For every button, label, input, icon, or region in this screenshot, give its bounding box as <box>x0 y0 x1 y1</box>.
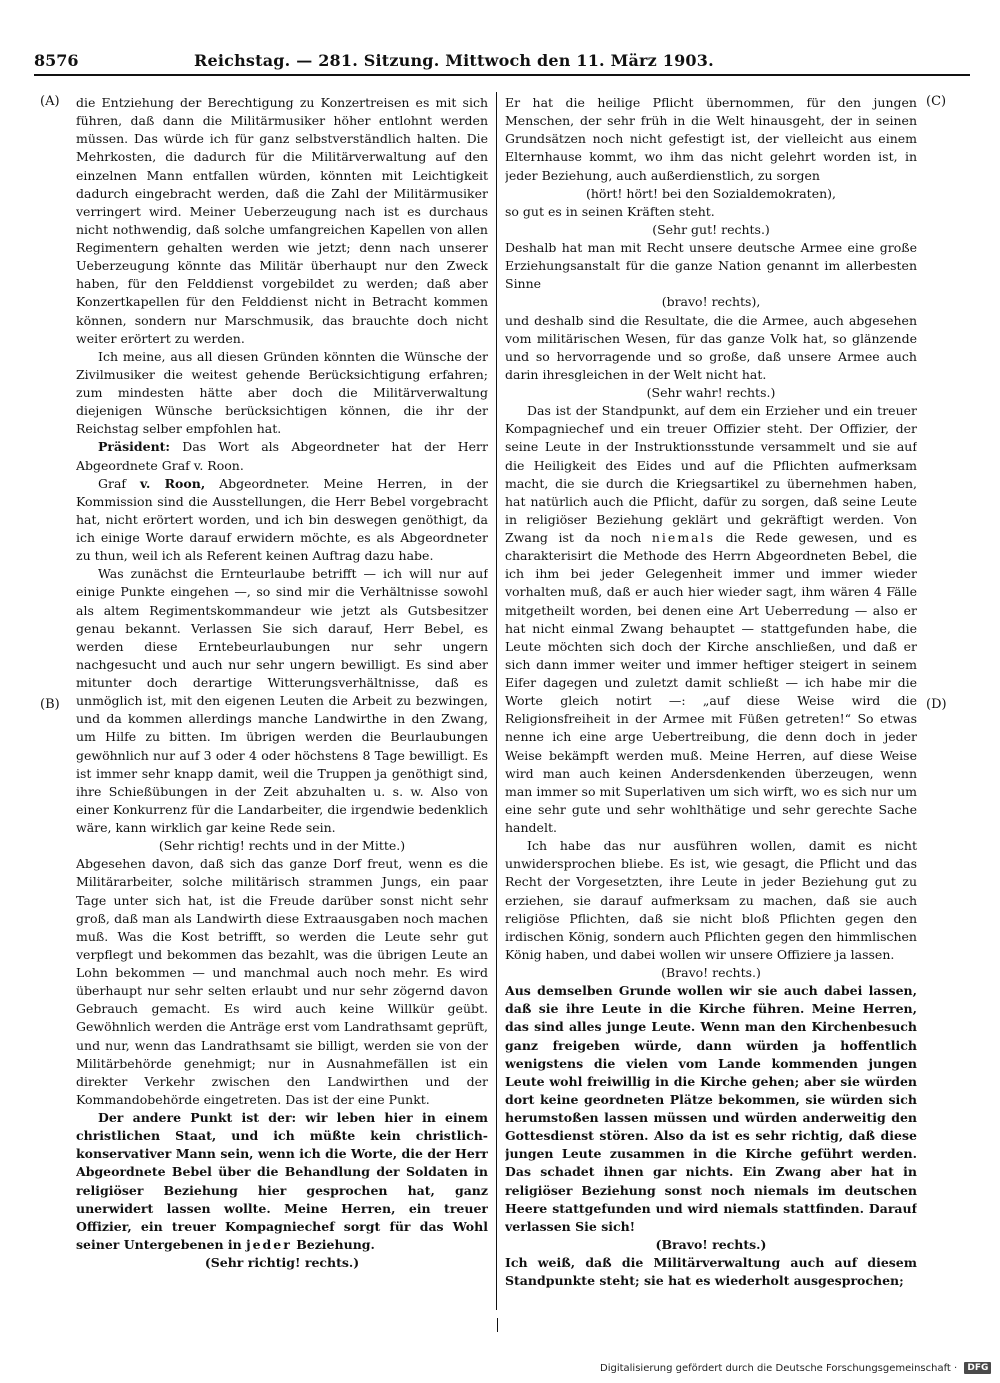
interjection: (Sehr wahr! rechts.) <box>646 385 776 400</box>
interjection: (Sehr gut! rechts.) <box>652 221 770 237</box>
paragraph: Ich meine, aus all diesen Gründen könnten die Wünsche der Zivilmusiker die weitest gehende Berücksichtigung erfahren; zum mindesten hätte aber doch die Militärverwaltung diejenigen Wünsche berücksichtigen können, die ihr der Reichstag selber empfohlen hat. <box>76 348 488 437</box>
paragraph: Ich weiß, daß die Militärverwaltung auch auf diesem Standpunkte steht; sie hat es wiederholt ausgesprochen; <box>505 1255 917 1289</box>
paragraph: Aus demselben Grunde wollen wir sie auch dabei lassen, daß sie ihre Leute in die Kirche führen. Meine Herren, das sind alles junge Leute. Wenn man den Kirchenbesuch ganz freigeben würde, dann würden ja hoffentlich wenigstens die vielen vom Lande kommenden jungen Leute wohl freiwillig in die Kirche gehen; aber sie würden dort keine geordneten Plätze bekommen, sie würden sich herumstoßen lassen müssen und würden anderweitig den Gottesdienst stören. Also da ist es sehr richtig, daß diese jungen Leute zusammen in die Kirche geführt werden. Das schadet ihnen gar nichts. Ein Zwang aber hat in religiöser Beziehung sonst noch niemals im deutschen Heere stattgefunden und wird niemals stattfinden. Darauf verlassen Sie sich! <box>505 983 917 1234</box>
margin-marker-c: (C) <box>926 94 947 109</box>
header-rule <box>34 74 970 76</box>
page-header <box>34 50 964 70</box>
footer-rule <box>497 1318 498 1332</box>
speech-text: Das Wort als Abgeordneter hat der Herr Abgeordnete Graf v. Roon. <box>76 439 488 473</box>
paragraph <box>76 475 488 566</box>
speech-text: Der andere Punkt ist der: wir leben hier in einem christlichen Staat, und ich müßte kein christlich-konservativer Mann sein, wenn ich die Worte, die der Herr Abgeordnete Bebel über die Behandlung der Soldaten in religiöser Beziehung hier gesprochen hat, ganz unerwidert lassen wollte. Meine Herren, ein treuer Offizier, ein treuer Kompagniechef sorgt für das Wohl seiner Untergebenen in <box>76 1110 488 1252</box>
speaker-name: v. Roon, <box>139 475 206 491</box>
interjection: (Bravo! rechts.) <box>661 965 761 980</box>
emphasis: niemals <box>651 530 716 545</box>
margin-marker-b: (B) <box>40 697 60 712</box>
speech-text: Beziehung. <box>291 1236 375 1252</box>
paragraph: Ich habe das nur ausführen wollen, damit es nicht unwidersprochen bliebe. Es ist, wie gesagt, die Pflicht und das Recht der Vorgesetzten, ihre Leute in jeder Beziehung gut zu erziehen, sie darauf aufmerksam zu machen, daß sie auch religiöse Pflichten, daß sie nicht bloß Pflichten gegen den irdischen König, sondern auch Pflichten gegen den himmlischen König haben, und dabei wollen wir unsere Offiziere ja lassen. <box>505 838 917 962</box>
digitization-credit <box>600 1362 989 1378</box>
page-number: 8576 <box>34 50 79 70</box>
paragraph: Abgesehen davon, daß sich das ganze Dorf freut, wenn es die Militärarbeiter, solche militärisch strammen Jungs, ein paar Tage unter sich hat, ist die Freude darüber sonst nicht sehr groß, daß man als Landwirth diese Extraausgaben noch machen muß. Was die Kost betrifft, so werden die Leute sehr gut verpflegt und bekommen das bezahlt, was die übrigen Leute an Lohn bekommen — und manchmal auch noch mehr. Es wird überhaupt nur sehr selten erlaubt und nur sehr zögernd davon Gebrauch gemacht. Es wird auch keine Willkür geübt. Gewöhnlich werden die Anträge erst vom Landrathsamt geprüft, und nur, wenn das Landrathsamt sie billigt, werden sie von der Militärbehörde genehmigt; nur in Ausnahmefällen ist ein direkter Verkehr zwischen den Landwirthen und der Kommandobehörde eingetreten. Das ist der eine Punkt. <box>76 856 488 1107</box>
speech-text: Abgeordneter. Meine Herren, in der Kommission sind die Ausstellungen, die Herr Bebel vorgebracht hat, nicht erörtert worden, und ich bin deswegen genöthigt, da ich einige Worte darauf erwidern möchte, es als Abgeordneter zu thun, weil ich als Referent keinen Auftrag dazu habe. <box>76 475 488 564</box>
column-divider <box>496 92 497 1310</box>
paragraph: Was zunächst die Ernteurlaube betrifft — ich will nur auf einige Punkte eingehen —, so sind mir die Verhältnisse sowohl als altem Regimentskommandeur wie jetzt als Gutsbesitzer genau bekannt. Verlassen Sie sich darauf, Herr Bebel, es werden diese Erntebeurlaubungen nur sehr ungern nachgesucht und auch nur sehr ungern bewilligt. Es sind aber mitunter doch derartige Witterungsverhältnisse, daß es unmöglich ist, mit den eigenen Leuten die Arbeit zu bezwingen, und da kommen allerdings manche Landwirthe in den Zwang, um Hilfe zu bitten. Im übrigen werden die Beurlaubungen gewöhnlich nur auf 3 oder 4 oder höchstens 8 Tage bewilligt. Es ist immer sehr knapp damit, weil die Truppen ja genöthigt sind, ihre Schießübungen in der Zeit abzuhalten u. s. w. Also von einer Konkurrenz für die Landarbeiter, die irgendwie bedenklich wäre, kann wirklich gar keine Rede sein. <box>76 566 488 835</box>
paragraph <box>505 402 917 837</box>
page-title: Reichstag. — 281. Sitzung. Mittwoch den 11. März 1903. <box>194 50 714 70</box>
speech-text: Das ist der Standpunkt, auf dem ein Erzieher und ein treuer Kompagniechef und ein treuer Offizier steht. Der Offizier, der seine Leute in der Instruktionsstunde versammelt und sie auf die Heiligkeit des Eides und auf die Pflichten aufmerksam macht, die sie durch die Kriegsartikel zu übernehmen haben, hat natürlich auch die Pflicht, dafür zu sorgen, daß seine Leute in religiöser Beziehung geklärt und gekräftigt werden. Von Zwang ist da noch <box>505 403 917 545</box>
interjection: (Sehr richtig! rechts und in der Mitte.) <box>158 838 406 854</box>
margin-marker-a: (A) <box>40 94 60 109</box>
paragraph: die Entziehung der Berechtigung zu Konzertreisen es mit sich führen, daß dann die Militärmusiker höher entlohnt werden müssen. Das würde ich für ganz selbstverständlich halten. Die Mehrkosten, die dadurch für die Militärverwaltung auf den einzelnen Mann entfallen würden, könnten mit Leichtigkeit dadurch eingebracht werden, daß die Zahl der Militärmusiker verringert wird. Meiner Ueberzeugung nach ist es durchaus nicht nothwendig, daß solche umfangreichen Kapellen von allen Regimentern gehalten werden wie jetzt; denn nach unserer Ueberzeugung könnte das Militär überhaupt nur den Zweck haben, für den Felddienst vorgebildet zu werden; daß aber Konzertkapellen für den Felddienst nicht in Betracht kommen können, sondern nur Marschmusik, das brauchte doch nicht weiter erörtert zu werden. <box>76 95 488 346</box>
interjection: (hört! hört! bei den Sozialdemokraten), <box>585 185 837 201</box>
right-column <box>505 94 917 1309</box>
speaker-title: Graf <box>98 475 140 491</box>
emphasis: jeder <box>246 1236 292 1252</box>
credit-text: Digitalisierung gefördert durch die Deutsche Forschungsgemeinschaft · <box>600 1363 958 1374</box>
paragraph: so gut es in seinen Kräften steht. <box>505 203 715 219</box>
paragraph <box>76 438 488 474</box>
paragraph: Deshalb hat man mit Recht unsere deutsche Armee eine große Erziehungsanstalt für die ganze Nation genannt im allerbesten Sinne <box>505 240 917 292</box>
margin-marker-d: (D) <box>926 697 947 712</box>
left-column <box>76 94 488 1304</box>
paragraph: und deshalb sind die Resultate, die die Armee, auch abgesehen vom militärischen Wesen, für das ganze Volk hat, so glänzende und so hervorragende und so große, daß unsere Armee auch darin ihresgleichen in der Welt nicht hat. <box>505 312 917 382</box>
interjection: (bravo! rechts), <box>661 294 761 310</box>
dfg-logo-icon: DFG <box>964 1362 991 1374</box>
paragraph <box>76 1109 488 1254</box>
speaker-name: Präsident: <box>98 439 171 455</box>
speech-text: die Rede gewesen, und es charakterisirt die Methode des Herrn Abgeordneten Bebel, die ich ihm bei jeder Gelegenheit immer und immer wieder vorhalten muß, daß er auch hier wieder sagt, ihm wären 4 Fälle mitgetheilt worden, bei denen eine Art Ueberredung — also er hat nicht einmal Zwang behauptet — stattgefunden habe, die Leute möchten sich doch der Kirche anschließen, und daß er sich dann immer weiter und immer heftiger steigert in seinem Eifer dagegen und zuletzt damit schließt — ich habe mir die Worte gleich notirt —: „auf diese Weise wird die Religionsfreiheit in der Armee mit Füßen getreten!“ So etwas nenne ich eine arge Uebertreibung, die denn doch in jeder Weise bekämpft werden muß. Meine Herren, auf diese Weise wird man auch keinen Andersdenkenden überzeugen, wenn man immer so mit Superlativen um sich wirft, wo es sich nur um eine sehr gute und sehr wohlthätige und sehr gerechte Sache handelt. <box>505 530 917 835</box>
interjection: (Bravo! rechts.) <box>655 1236 767 1252</box>
interjection: (Sehr richtig! rechts.) <box>204 1255 360 1270</box>
paragraph: Er hat die heilige Pflicht übernommen, für den jungen Menschen, der sehr früh in die Welt hinausgeht, der in seinen Grundsätzen noch nicht gefestigt ist, der vielleicht aus einem Elternhause kommt, wo ihm das nicht gelehrt worden ist, in jeder Beziehung, auch außerdienstlich, zu sorgen <box>505 95 917 183</box>
